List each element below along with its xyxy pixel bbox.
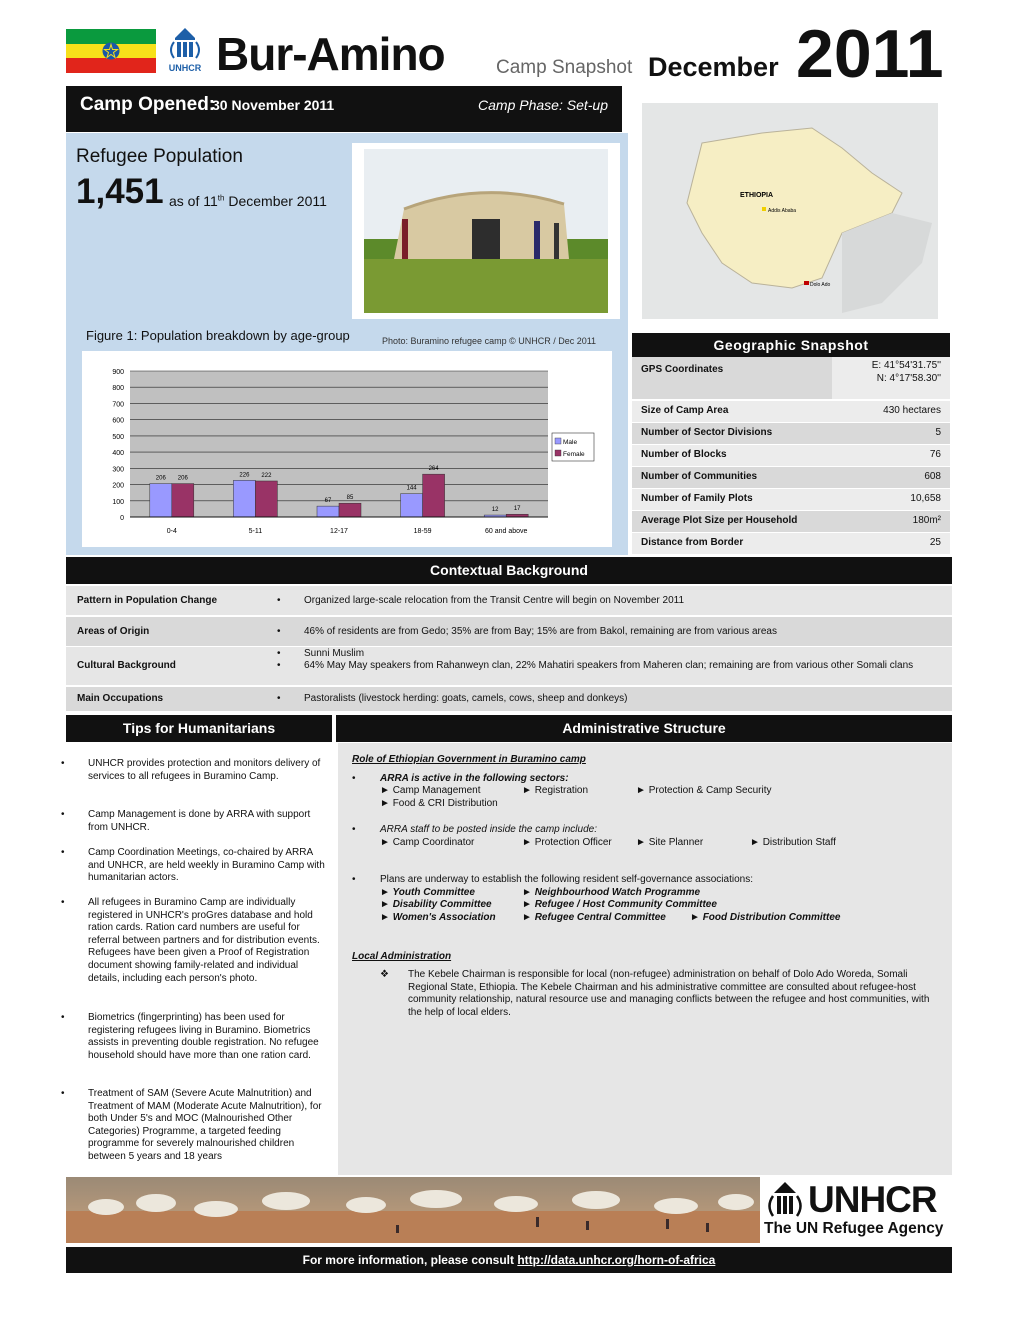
geo-label: Number of Sector Divisions: [641, 427, 773, 438]
context-bullet: •: [277, 648, 281, 659]
geo-label: Number of Communities: [641, 471, 758, 482]
context-value: 64% May May speakers from Rahanweyn clan, 22% Mahatiri speakers from Maheren clan; remaining are from various other Somali clans: [304, 660, 914, 671]
context-label: Areas of Origin: [77, 625, 150, 637]
assoc-label: Disability Committee: [392, 899, 492, 910]
context-row: [66, 647, 952, 685]
figure-caption: Figure 1: Population breakdown by age-group: [86, 328, 350, 343]
geo-row-gps: [632, 357, 950, 399]
assoc-item: ► Refugee / Host Community Committee: [522, 899, 717, 910]
y-tick-label: 300: [112, 466, 124, 474]
arra-staff: ► Distribution Staff: [750, 837, 836, 848]
context-value: Sunni Muslim: [304, 648, 365, 659]
geo-value: 180m²: [912, 515, 941, 526]
arra-staff: ► Site Planner: [636, 837, 704, 848]
unhcr-small-text: UNHCR: [168, 63, 202, 73]
y-tick-label: 200: [112, 482, 124, 490]
camp-opened-date: 30 November 2011: [212, 97, 335, 113]
assoc-item: ► Food Distribution Committee: [690, 912, 841, 923]
camp-opened-bar: [66, 86, 622, 132]
assoc-item: ► Neighbourhood Watch Programme: [522, 887, 701, 898]
snapshot-subtitle: Camp Snapshot: [496, 57, 633, 78]
geo-value: 5: [935, 427, 941, 438]
tent-photo-frame: [352, 143, 620, 319]
context-row: [66, 617, 952, 646]
photo-caption: Photo: Buramino refugee camp © UNHCR / Dec 2011: [382, 336, 597, 346]
context-value: Pastoralists (livestock herding: goats, camels, cows, sheep and donkeys): [304, 693, 628, 704]
report-year: 2011: [796, 16, 944, 92]
admin-bullet: •: [352, 824, 356, 835]
tip-item: Biometrics (fingerprinting) has been used for registering refugees living in Buramino. Biometrics assists in preventing double registration. No refugee household should have more than one ration card.: [88, 1012, 319, 1061]
tip-bullet: •: [61, 758, 65, 769]
geo-row: [632, 401, 950, 422]
footer-bar: [66, 1247, 952, 1273]
data-label: 67: [324, 498, 332, 505]
bar-male: [317, 506, 339, 517]
tent-photo: [364, 149, 608, 313]
y-tick-label: 500: [112, 433, 124, 441]
population-date: [169, 193, 327, 209]
arra-sector-label: Protection & Camp Security: [648, 785, 772, 796]
map-country-label: ETHIOPIA: [740, 192, 774, 199]
arra-sectors-title: ARRA is active in the following sectors:: [380, 773, 569, 784]
population-title: Refugee Population: [76, 146, 243, 167]
data-label: 226: [239, 472, 250, 479]
population-date-suffix: December 2011: [224, 193, 327, 209]
bar-female: [255, 481, 277, 517]
arra-staff-label: Protection Officer: [534, 837, 612, 848]
legend-swatch: [555, 450, 561, 456]
context-label: Main Occupations: [77, 693, 164, 704]
assoc-label: Women's Association: [392, 912, 496, 923]
tip-item: Camp Coordination Meetings, co-chaired by ARRA and UNHCR, are held weekly in Buramino Camp with humanitarian actors.: [88, 847, 325, 884]
tips-heading: Tips for Humanitarians: [66, 715, 332, 742]
x-tick-label: 18-59: [413, 528, 432, 535]
x-tick-label: 0-4: [166, 528, 177, 535]
tip-bullet: •: [61, 847, 65, 858]
population-date-prefix: as of 11: [169, 193, 218, 209]
map-marker-label: Dolo Ado: [810, 282, 831, 288]
geo-row: [632, 533, 950, 554]
x-tick-label: 12-17: [330, 528, 348, 535]
assoc-item: ► Refugee Central Committee: [522, 912, 666, 923]
legend-label: Male: [563, 439, 578, 446]
footer-link[interactable]: http://data.unhcr.org/horn-of-africa: [517, 1253, 716, 1267]
geo-row: [632, 489, 950, 510]
geo-value: 25: [929, 537, 941, 548]
gps-value-cell: [832, 357, 950, 399]
context-bullet: •: [277, 625, 281, 637]
camp-title: Bur-Amino: [216, 28, 445, 80]
geo-row: [632, 511, 950, 532]
data-label: 144: [406, 485, 417, 492]
arra-sector-label: Registration: [534, 785, 589, 796]
bar-male: [150, 484, 172, 517]
geo-label: Distance from Border: [641, 537, 744, 548]
report-month: December: [648, 52, 779, 82]
legend-label: Female: [563, 451, 585, 458]
assoc-label: Refugee / Host Community Committee: [534, 899, 717, 910]
geo-gps-north: N: 4°17'58.30'': [876, 373, 941, 384]
map-camp-label: Addis Ababa: [768, 208, 797, 214]
y-tick-label: 900: [112, 369, 124, 376]
admin-bullet: •: [352, 874, 356, 885]
unhcr-emblem-icon: [764, 1180, 806, 1220]
context-heading: Contextual Background: [66, 557, 952, 584]
footer-text: For more information, please consult: [302, 1253, 518, 1267]
geo-label: Number of Family Plots: [641, 493, 753, 504]
location-map: [642, 103, 938, 319]
unhcr-logo-text: UNHCR: [808, 1179, 937, 1220]
context-bullet: •: [277, 660, 281, 671]
geo-label: Average Plot Size per Household: [641, 515, 798, 526]
assoc-label: Food Distribution Committee: [702, 912, 841, 923]
context-row: [66, 687, 952, 711]
arra-staff: ► Camp Coordinator: [380, 837, 475, 848]
data-label: 206: [177, 475, 188, 482]
arra-staff-label: Site Planner: [648, 837, 704, 848]
arra-sector: ► Protection & Camp Security: [636, 785, 772, 796]
geo-heading: Geographic Snapshot: [632, 333, 950, 357]
assoc-title: Plans are underway to establish the following resident self-governance associations:: [380, 874, 753, 885]
assoc-item: ► Disability Committee: [380, 899, 492, 910]
bar-female: [339, 503, 361, 517]
arra-sector-label: Camp Management: [392, 785, 481, 796]
unhcr-emblem-icon: [162, 26, 208, 60]
y-tick-label: 600: [112, 417, 124, 425]
bar-male: [401, 494, 423, 517]
data-label: 85: [346, 495, 354, 502]
gov-role-title: Role of Ethiopian Government in Buramino camp: [352, 754, 586, 765]
age-chart-box: [82, 351, 612, 547]
camp-panorama-photo: [66, 1177, 760, 1243]
arra-sector: ► Food & CRI Distribution: [380, 798, 498, 809]
context-label: Cultural Background: [77, 660, 176, 671]
local-admin-text: The Kebele Chairman is responsible for local (non-refugee) administration on behalf of Dolo Ado Woreda, Somali Regional State, Ethiopia. The Kebele Chairman and his administrative committee are consulted about refugee-host community relationship, natural resource use and managing conflicts between the refugee and host communities, with the help of local elders.: [408, 969, 930, 1018]
data-label: 206: [155, 475, 166, 482]
unhcr-small-logo: [162, 26, 208, 76]
unhcr-tagline: The UN Refugee Agency: [764, 1220, 944, 1237]
camp-opened-label: Camp Opened:: [80, 94, 216, 115]
geo-value: 430 hectares: [883, 405, 941, 416]
assoc-item: ► Women's Association: [380, 912, 496, 923]
geo-row: [632, 467, 950, 488]
arra-staff-label: Camp Coordinator: [392, 837, 475, 848]
arra-staff-title: ARRA staff to be posted inside the camp include:: [380, 824, 597, 835]
context-label: Pattern in Population Change: [77, 594, 218, 606]
admin-heading: Administrative Structure: [336, 715, 952, 742]
assoc-label: Refugee Central Committee: [534, 912, 666, 923]
x-tick-label: 60 and above: [484, 528, 528, 535]
arra-staff-label: Distribution Staff: [762, 837, 836, 848]
assoc-item: ► Youth Committee: [380, 887, 475, 898]
unhcr-logo: [764, 1180, 954, 1244]
context-bullet: •: [277, 594, 281, 606]
tip-bullet: •: [61, 809, 65, 820]
y-tick-label: 700: [112, 401, 124, 409]
camp-marker: [762, 207, 766, 211]
context-value: Organized large-scale relocation from the Transit Centre will begin on November 2011: [304, 594, 685, 606]
geo-label: Number of Blocks: [641, 449, 727, 460]
tip-bullet: •: [61, 897, 65, 908]
bar-male: [233, 480, 255, 517]
assoc-label: Youth Committee: [392, 887, 475, 898]
assoc-label: Neighbourhood Watch Programme: [534, 887, 701, 898]
geo-label: Size of Camp Area: [641, 405, 729, 416]
dolo-marker: [804, 281, 809, 285]
local-admin-title: Local Administration: [352, 951, 452, 962]
tip-item: Camp Management is done by ARRA with support from UNHCR.: [88, 809, 311, 833]
diamond-bullet-icon: ❖: [380, 969, 389, 980]
ethiopia-flag: [66, 29, 156, 73]
population-count: 1,451: [76, 172, 164, 211]
y-tick-label: 800: [112, 385, 124, 393]
camp-phase: Camp Phase: Set-up: [478, 97, 608, 113]
admin-bullet: •: [352, 773, 356, 784]
geo-gps-east: E: 41°54'31.75'': [871, 360, 941, 371]
geo-label: GPS Coordinates: [641, 364, 724, 375]
arra-sector: ► Camp Management: [380, 785, 481, 796]
flag-emblem-icon: [102, 42, 120, 60]
data-label: 17: [513, 506, 521, 513]
age-group-bar-chart: [82, 351, 612, 547]
tip-item: Treatment of SAM (Severe Acute Malnutrition) and Treatment of MAM (Moderate Acute Malnutrition), for both Under 5's and MOC (Malnourished Other Categories) Programme, a targeted feeding programme for severely malnourished children between 5 years and 18 years: [88, 1088, 322, 1162]
arra-sector: ► Registration: [522, 785, 589, 796]
geo-value: 10,658: [910, 493, 941, 504]
context-value: 46% of residents are from Gedo; 35% are from Bay; 15% are from Bakol, remaining are from various areas: [304, 625, 777, 637]
bar-female: [172, 484, 194, 517]
context-row: [66, 586, 952, 615]
y-tick-label: 100: [112, 498, 124, 506]
legend-swatch: [555, 438, 561, 444]
arra-sector-label: Food & CRI Distribution: [392, 798, 498, 809]
context-bullet: •: [277, 693, 281, 704]
data-label: 264: [428, 466, 439, 473]
population-date-sup: th: [217, 193, 225, 203]
bar-female: [423, 474, 445, 517]
geo-row: [632, 423, 950, 444]
y-tick-label: 400: [112, 450, 124, 458]
geo-row: [632, 445, 950, 466]
data-label: 12: [491, 507, 499, 514]
tip-bullet: •: [61, 1012, 65, 1023]
data-label: 222: [261, 472, 272, 479]
geo-value: 76: [929, 449, 941, 460]
tip-bullet: •: [61, 1088, 65, 1099]
y-tick-label: 0: [120, 515, 124, 522]
tip-item: All refugees in Buramino Camp are individually registered in UNHCR's proGres database and hold ration cards. Ration card numbers are useful for referral between partners and for distribution events. Refugees have been given a Proof of Registration document showing family-related and individual details, including each person's photo.: [88, 897, 320, 984]
tip-item: UNHCR provides protection and monitors delivery of services to all refugees in Buramino Camp.: [88, 758, 321, 782]
arra-staff: ► Protection Officer: [522, 837, 612, 848]
geo-value: 608: [924, 471, 941, 482]
x-tick-label: 5-11: [248, 528, 263, 535]
